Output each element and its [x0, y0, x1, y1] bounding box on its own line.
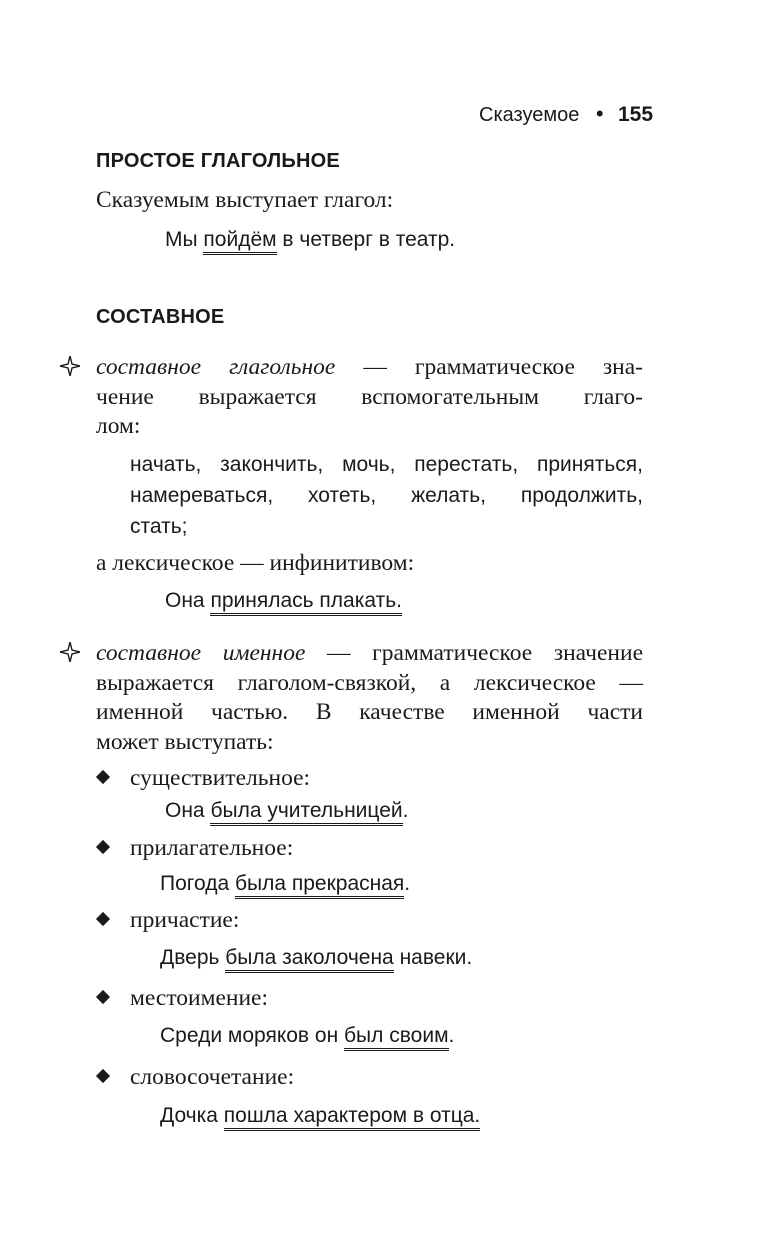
list-item-label: местоимение:	[130, 985, 269, 1011]
list-item-example	[160, 868, 410, 899]
lexical-infinitive-text: а лексическое — инфинитивом:	[96, 550, 415, 576]
example-text: Дочка	[160, 1104, 224, 1127]
sparkle-bullet-icon	[60, 356, 80, 376]
predicate: был своим	[344, 1024, 448, 1051]
example-text: Она	[165, 799, 211, 822]
example-text: .	[448, 1024, 455, 1047]
predicate: пошла характером в отца.	[224, 1104, 480, 1131]
simple-verbal-text: Сказуемым выступает глагол:	[96, 187, 394, 213]
list-item-example	[165, 795, 408, 826]
example-text: Мы	[165, 228, 204, 251]
compound-nominal-line4: может выступать:	[96, 729, 274, 755]
running-header-title: Сказуемое	[479, 104, 580, 126]
auxiliary-verbs-line3: стать;	[130, 515, 188, 538]
sparkle-bullet-icon	[60, 642, 80, 662]
example-simple	[165, 224, 455, 255]
list-item-example	[160, 1020, 454, 1051]
page-number: 155	[617, 103, 654, 126]
running-header-bullet: •	[595, 101, 604, 126]
list-item-label: существительное:	[130, 765, 311, 791]
predicate: была учительницей	[210, 799, 402, 826]
diamond-bullet-icon	[96, 912, 110, 926]
example-text: в четверг в театр.	[276, 228, 456, 251]
definition-text: — грамматическое значение	[305, 640, 643, 666]
term-compound-verbal: составное глагольное	[96, 354, 336, 380]
list-item-label: прилагательное:	[130, 835, 294, 861]
example-text: Она	[165, 589, 211, 612]
running-header	[479, 101, 653, 127]
example-text: .	[404, 872, 411, 895]
example-text: .	[402, 799, 409, 822]
auxiliary-verbs-line2: намереваться, хотеть, желать, продолжить,	[130, 484, 643, 507]
example-text: Погода	[160, 872, 235, 895]
compound-nominal-line3: именной частью. В качестве именной части	[96, 699, 643, 725]
list-item-label: словосочетание:	[130, 1064, 295, 1090]
predicate: пойдём	[203, 228, 276, 255]
heading-simple-verbal: ПРОСТОЕ ГЛАГОЛЬНОЕ	[96, 150, 340, 172]
compound-verbal-line3: лом:	[96, 413, 141, 439]
diamond-bullet-icon	[96, 770, 110, 784]
compound-nominal-line2: выражается глаголом-связкой, а лексическое —	[96, 670, 643, 696]
diamond-bullet-icon	[96, 990, 110, 1004]
predicate: принялась плакать.	[210, 589, 402, 616]
auxiliary-verbs-line1: начать, закончить, мочь, перестать, приняться,	[130, 453, 643, 476]
list-item-label: причастие:	[130, 907, 240, 933]
predicate: была заколочена	[225, 946, 393, 973]
compound-verbal-line1	[96, 352, 643, 382]
diamond-bullet-icon	[96, 840, 110, 854]
compound-verbal-line2: чение выражается вспомогательным глаго-	[96, 384, 643, 410]
list-item-example	[160, 942, 472, 973]
term-compound-nominal: составное именное	[96, 640, 306, 666]
example-text: навеки.	[393, 946, 473, 969]
compound-nominal-line1	[96, 638, 643, 668]
definition-text: — грамматическое зна-	[335, 354, 644, 380]
list-item-example	[160, 1100, 480, 1131]
example-text: Среди моряков он	[160, 1024, 345, 1047]
predicate: была прекрасная	[235, 872, 404, 899]
heading-compound: СОСТАВНОЕ	[96, 306, 225, 328]
example-compound-verbal	[165, 585, 402, 616]
example-text: Дверь	[160, 946, 226, 969]
diamond-bullet-icon	[96, 1069, 110, 1083]
